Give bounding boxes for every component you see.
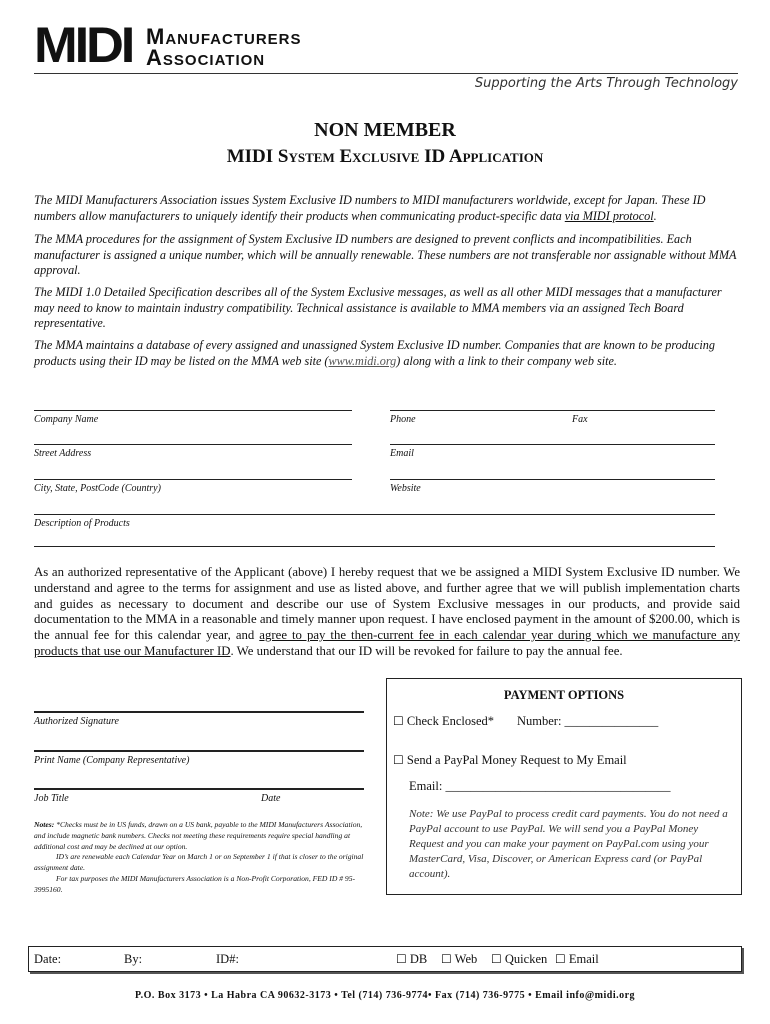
check-enclosed-option[interactable] <box>393 714 494 729</box>
intro-paragraph-2: The MMA procedures for the assignment of System Exclusive ID numbers are designed to prevent conflicts and incompatibilities. Each manufacturer is assigned a unique number, which will be annually renewable. These numbers are not transferable nor assignable without MMA approval. <box>34 232 737 277</box>
check-number-field[interactable]: Number: _______________ <box>517 714 659 728</box>
phone-label: Phone <box>390 414 416 425</box>
website-line[interactable] <box>390 479 715 480</box>
city-state-line[interactable] <box>34 479 352 480</box>
street-address-label: Street Address <box>34 448 92 459</box>
notes-renewal: ID’s are renewable each Calendar Year on March 1 or on September 1 if that is closer to the original assignment date. <box>34 852 364 873</box>
page-title: NON MEMBER <box>314 119 456 141</box>
authorization-text: As an authorized representative of the Applicant (above) I hereby request that we be assigned a MIDI System Exclusive ID number. We understand and agree to the terms for assignment and use as listed above, and further agree that we will publish implementation charts and guides as necessary to document and describe our use of System Exclusive messages in our products, and provide said documentation to the MMA in a reasonable and timely manner upon request. I have enclosed payment in the amount of $200.00, which is the annual fee for this calendar year, and <box>34 565 740 643</box>
paypal-option[interactable] <box>393 753 627 768</box>
intro-paragraph-3: The MIDI 1.0 Detailed Specification describes all of the System Exclusive messages, as well as all other MIDI messages that a manufacturer may need to know to maintain industry compatibility. Technical assistance is available to MMA members via an assigned Tech Board representative. <box>34 285 722 330</box>
footer-contact: P.O. Box 3173 • La Habra CA 90632-3173 • Tel (714) 736-9774• Fax (714) 736-9775 • Email info@midi.org <box>134 990 636 1001</box>
check-enclosed-label: Check Enclosed* <box>406 714 495 728</box>
office-date-label: Date: <box>34 952 62 966</box>
paypal-label: Send a PayPal Money Request to My Email <box>406 753 627 767</box>
intro-paragraph-1 <box>34 193 740 224</box>
print-name-line[interactable] <box>34 750 364 752</box>
authorization-text-end: . We understand that our ID will be revoked for failure to pay the annual fee. <box>230 643 623 658</box>
description-line-2[interactable] <box>34 546 715 547</box>
email-checkbox[interactable]: ☐ <box>555 952 566 966</box>
notes-tax-status: For tax purposes the MIDI Manufacturers Association is a Non-Profit Corporation, FED ID # 95-3995160. <box>34 873 356 894</box>
authorization-fee-agreement: agree to pay the then-current fee in each calendar year during which we manufacture any products that use our Manufacturer ID <box>34 628 740 658</box>
paypal-checkbox[interactable]: ☐ <box>393 753 404 767</box>
authorized-signature-line[interactable] <box>34 711 364 713</box>
authorization-statement <box>34 565 740 660</box>
db-label: DB <box>409 952 428 966</box>
website-label: Website <box>390 483 421 494</box>
description-label: Description of Products <box>34 518 130 529</box>
office-web-option[interactable] <box>441 952 477 967</box>
office-by-label: By: <box>124 952 143 966</box>
description-line[interactable] <box>34 514 715 515</box>
notes-label: Notes: <box>34 820 55 829</box>
tagline: Supporting the Arts Through Technology <box>474 76 738 91</box>
street-address-line[interactable] <box>34 444 352 445</box>
midi-protocol-link[interactable]: via MIDI protocol <box>564 208 654 223</box>
midi-website-link[interactable]: www.midi.org <box>328 353 397 368</box>
payment-notes <box>34 820 369 896</box>
print-name-label: Print Name (Company Representative) <box>34 755 190 766</box>
city-state-label: City, State, PostCode (Country) <box>34 483 161 494</box>
job-title-line[interactable] <box>34 788 364 790</box>
company-name-label: Company Name <box>34 414 99 425</box>
web-checkbox[interactable]: ☐ <box>441 952 452 966</box>
office-quicken-option[interactable] <box>491 952 547 967</box>
office-email-option[interactable] <box>555 952 599 967</box>
company-name-line[interactable] <box>34 410 352 411</box>
job-title-label: Job Title <box>34 793 69 804</box>
check-enclosed-checkbox[interactable]: ☐ <box>393 714 404 728</box>
paypal-note: Note: We use PayPal to process credit card payments. You do not need a PayPal account to use PayPal. We will send you a PayPal Money Request and you can make your payment on PayPal.com using your MasterCard, Visa, Discover, or American Express card (or PayPal account). <box>409 808 728 880</box>
date-label: Date <box>261 793 281 804</box>
quicken-label: Quicken <box>504 952 548 966</box>
office-email-label: Email <box>568 952 599 966</box>
header-rule <box>34 73 738 74</box>
payment-options-box <box>386 678 742 895</box>
payment-options-title: PAYMENT OPTIONS <box>503 688 625 702</box>
phone-fax-line[interactable] <box>390 410 715 411</box>
intro-p1-end: . <box>653 208 657 223</box>
page-subtitle: MIDI System Exclusive ID Application <box>226 146 544 167</box>
email-line[interactable] <box>390 444 715 445</box>
intro-p4-end: ) along with a link to their company web site. <box>396 353 617 368</box>
web-label: Web <box>454 952 478 966</box>
org-name-line1: Manufacturers <box>146 24 302 49</box>
email-label: Email <box>390 448 414 459</box>
paypal-email-field[interactable]: Email: ____________________________________ <box>409 779 671 793</box>
org-name-line2: Association <box>146 45 266 70</box>
intro-paragraph-4 <box>34 338 740 369</box>
intro-p4-text: The MMA maintains a database of every assigned and unassigned System Exclusive ID number. Companies that are known to be producing products using their ID may be listed on the MMA web site ( <box>34 338 715 368</box>
fax-label: Fax <box>572 414 588 425</box>
midi-logo: MIDI <box>34 17 133 73</box>
quicken-checkbox[interactable]: ☐ <box>491 952 502 966</box>
db-checkbox[interactable]: ☐ <box>396 952 407 966</box>
office-use-bar <box>28 946 742 972</box>
intro-p1-text: The MIDI Manufacturers Association issues System Exclusive ID numbers to MIDI manufacturers worldwide, except for Japan. These ID numbers allow manufacturers to uniquely identify their products when communicating product-specific data <box>34 193 706 223</box>
authorized-signature-label: Authorized Signature <box>34 716 119 727</box>
org-name <box>146 26 302 68</box>
office-id-label: ID#: <box>216 952 239 966</box>
notes-check-terms: *Checks must be in US funds, drawn on a US bank, payable to the MIDI Manufacturers Association, and include magnetic bank numbers. Checks not meeting these requirements require special handling at additional cost and may be declined at our option. <box>34 820 363 851</box>
office-db-option[interactable] <box>396 952 427 967</box>
